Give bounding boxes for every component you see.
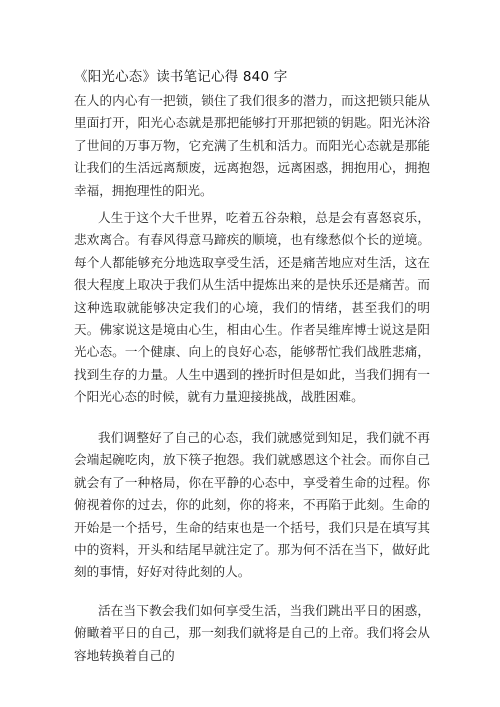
document-title: 《阳光心态》读书笔记心得 840 字 [74, 69, 288, 85]
paragraph: 活在当下教会我们如何享受生活，当我们跳出平日的困惑，俯瞰着平日的自己，那一刻我们就将是自己的上帝。我们将会从容地转换着自己的 [74, 603, 430, 663]
paragraph: 人生于这个大千世界，吃着五谷杂粮，总是会有喜怒哀乐，悲欢离合。有春风得意马蹄疾的顺境，也有缘愁似个长的逆境。每个人都能够充分地选取享受生活，还是痛苦地应对生活，这在很大程度上取决于我们从生活中提炼出来的是快乐还是痛苦。而这种选取就能够决定我们的心境，我们的情绪，甚至我们的明天。佛家说这是境由心生，相由心生。作者吴维库博士说这是阳光心态。一个健康、向上的良好心态，能够帮忙我们战胜悲痛，找到生存的力量。人生中遇到的挫折时但是如此，当我们拥有一个阳光心态的时候，就有力量迎接挑战，战胜困难。 [74, 210, 430, 405]
paragraph: 我们调整好了自己的心态，我们就感觉到知足，我们就不再会端起碗吃肉，放下筷子抱怨。我们就感恩这个社会。而你自己就会有了一种格局，你在平静的心态中，享受着生命的过程。你俯视着你的过去，你的此刻，你的将来，不再陷于此刻。生命的开始是一个括号，生命的结束也是一个括号，我们只是在填写其中的资料，开头和结尾早就注定了。那为何不活在当下，做好此刻的事情，好好对待此刻的人。 [74, 430, 430, 580]
paragraph: 在人的内心有一把锁，锁住了我们很多的潜力，而这把锁只能从里面打开，阳光心态就是那把能够打开那把锁的钥匙。阳光沐浴了世间的万事万物，它充满了生机和活力。而阳光心态就是那能让我们的生活远离颓废，远离抱怨，远离困惑，拥抱用心，拥抱幸福，拥抱理性的阳光。 [74, 93, 430, 198]
